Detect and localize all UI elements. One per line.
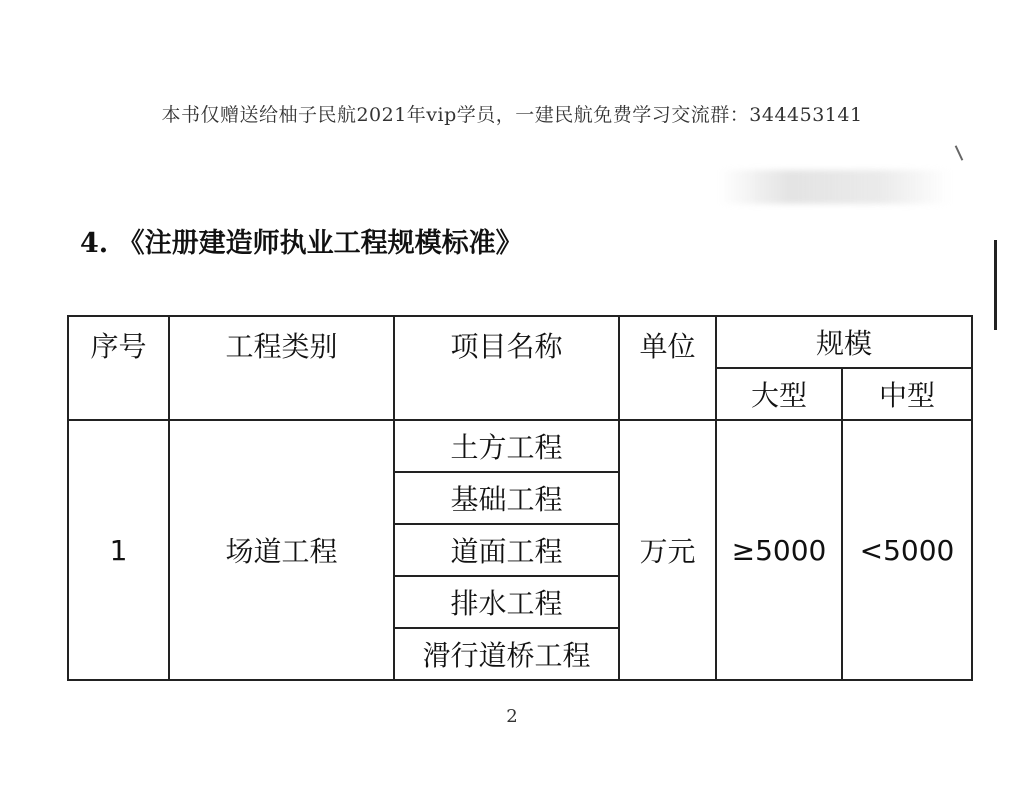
header-scale: 规模 (716, 316, 972, 368)
scale-standard-table (67, 315, 973, 681)
header-item: 项目名称 (394, 316, 619, 420)
scan-edge-mark (994, 240, 997, 330)
cell-item: 基础工程 (394, 472, 619, 524)
table-row (68, 420, 972, 472)
cell-large: ≥5000 (716, 420, 842, 680)
section-heading: 4. 《注册建造师执业工程规模标准》 (80, 228, 523, 259)
header-category: 工程类别 (169, 316, 394, 420)
cell-medium: <5000 (842, 420, 972, 680)
cell-category: 场道工程 (169, 420, 394, 680)
table-header-row (68, 316, 972, 368)
page-number: 2 (506, 706, 518, 727)
cell-unit: 万元 (619, 420, 716, 680)
cell-seq: 1 (68, 420, 169, 680)
header-medium: 中型 (842, 368, 972, 420)
header-unit: 单位 (619, 316, 716, 420)
faint-stamp-mark (720, 170, 950, 204)
notice-line: 本书仅赠送给柚子民航2021年vip学员，一建民航免费学习交流群：344453141 (161, 104, 863, 126)
cell-item: 滑行道桥工程 (394, 628, 619, 680)
cell-item: 土方工程 (394, 420, 619, 472)
header-large: 大型 (716, 368, 842, 420)
scan-mark (955, 145, 964, 160)
cell-item: 道面工程 (394, 524, 619, 576)
cell-item: 排水工程 (394, 576, 619, 628)
header-seq: 序号 (68, 316, 169, 420)
